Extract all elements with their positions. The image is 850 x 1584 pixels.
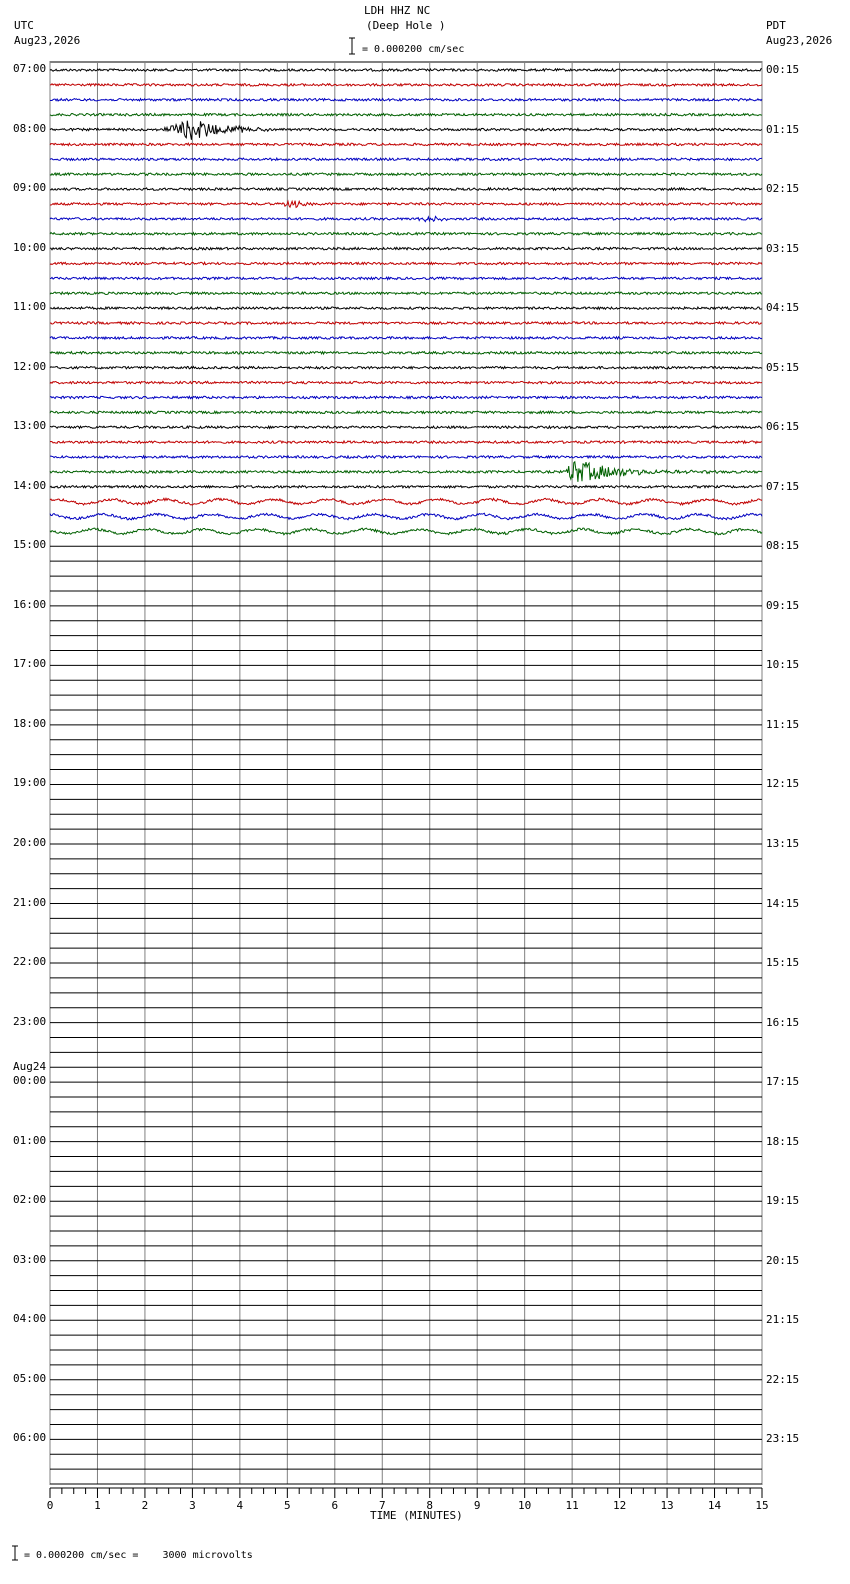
scale-label: = 0.000200 cm/sec (362, 44, 465, 55)
left-hour-label: 17:00 (13, 657, 47, 671)
right-hour-label: 02:15 (766, 182, 800, 196)
left-hour-label: 04:00 (13, 1312, 47, 1326)
left-hour-label: 11:00 (13, 300, 47, 314)
trace-row (50, 513, 762, 520)
trace-row (50, 216, 762, 221)
trace-row (50, 121, 762, 140)
trace-row (50, 322, 762, 324)
x-tick-label: 1 (94, 1499, 101, 1512)
trace-row (50, 201, 762, 208)
right-date: Aug23,2026 (766, 34, 833, 47)
x-tick-label: 4 (236, 1499, 244, 1512)
left-hour-label: 08:00 (13, 121, 47, 135)
trace-row (50, 277, 762, 279)
trace-row (50, 456, 762, 458)
left-hour-label: 16:00 (13, 597, 47, 611)
right-hour-label: 23:15 (766, 1432, 800, 1446)
right-hour-label: 09:15 (766, 598, 800, 612)
seismic-traces (50, 69, 762, 535)
x-tick-label: 13 (660, 1499, 674, 1512)
trace-row (50, 367, 762, 369)
right-hour-label: 00:15 (766, 63, 800, 76)
left-timezone: UTC (14, 19, 34, 32)
trace-row (50, 498, 762, 505)
footer-scale-label: = 0.000200 cm/sec = 3000 microvolts (24, 1550, 253, 1561)
plot-frame (50, 62, 762, 1484)
trace-row (50, 188, 762, 190)
trace-row (50, 352, 762, 354)
trace-row (50, 411, 762, 413)
left-date: Aug23,2026 (14, 34, 81, 47)
left-hour-label: 12:00 (13, 359, 47, 373)
x-tick-label: 0 (46, 1499, 54, 1512)
trace-row (50, 233, 762, 235)
x-tick-label: 12 (612, 1499, 627, 1512)
x-axis-label: TIME (MINUTES) (370, 1509, 463, 1522)
right-hour-label: 07:15 (766, 479, 800, 493)
left-hour-label: 20:00 (13, 835, 47, 849)
right-hour-label: 22:15 (766, 1372, 800, 1386)
left-hour-label: 18:00 (13, 716, 47, 730)
x-tick-label: 6 (331, 1499, 339, 1512)
trace-row (50, 99, 762, 101)
right-hour-label: 03:15 (766, 241, 800, 255)
left-hour-label: 03:00 (13, 1252, 47, 1266)
left-hour-label: 10:00 (13, 240, 47, 254)
x-tick-label: 15 (755, 1499, 769, 1512)
right-hour-label: 01:15 (766, 122, 800, 136)
trace-row (50, 69, 762, 71)
trace-row (50, 262, 762, 264)
trace-row (50, 143, 762, 145)
right-timezone: PDT (766, 19, 786, 32)
station-title: LDH HHZ NC (364, 4, 431, 17)
right-hour-label: 20:15 (766, 1253, 800, 1267)
left-hour-label: 14:00 (13, 478, 47, 492)
x-tick-label: 10 (518, 1499, 532, 1512)
trace-row (50, 307, 762, 309)
trace-row (50, 396, 762, 398)
left-hour-label: 21:00 (13, 895, 47, 909)
trace-row (50, 441, 762, 443)
right-hour-label: 14:15 (766, 896, 800, 910)
left-hour-label: 22:00 (13, 955, 47, 969)
trace-row (50, 486, 762, 488)
station-location: (Deep Hole ) (366, 19, 446, 32)
left-hour-label: 13:00 (13, 419, 47, 433)
x-tick-label: 11 (565, 1499, 579, 1512)
x-tick-label: 2 (141, 1499, 149, 1512)
right-hour-label: 12:15 (766, 777, 800, 791)
x-tick-label: 5 (284, 1499, 291, 1512)
left-hour-label: 02:00 (13, 1193, 47, 1207)
trace-row (50, 247, 762, 249)
right-hour-label: 13:15 (766, 836, 800, 850)
date-change-label: Aug24 (13, 1060, 47, 1074)
right-hour-label: 18:15 (766, 1134, 800, 1148)
trace-row (50, 173, 762, 175)
left-hour-label: 07:00 (13, 62, 47, 75)
right-hour-label: 08:15 (766, 539, 800, 553)
right-hour-label: 11:15 (766, 717, 800, 731)
right-hour-label: 19:15 (766, 1194, 800, 1208)
trace-row (50, 158, 762, 160)
left-hour-label: 01:00 (13, 1133, 47, 1147)
left-hour-label: 06:00 (13, 1431, 47, 1445)
trace-row (50, 528, 762, 535)
grid (50, 62, 762, 1484)
left-hour-label: 19:00 (13, 776, 47, 790)
x-tick-label: 7 (378, 1499, 386, 1512)
trace-row (50, 381, 762, 383)
x-tick-label: 14 (707, 1499, 722, 1512)
trace-row (50, 292, 762, 294)
left-hour-label: 00:00 (13, 1074, 47, 1088)
right-hour-label: 21:15 (766, 1313, 800, 1327)
left-hour-label: 05:00 (13, 1371, 47, 1385)
x-tick-label: 8 (426, 1499, 434, 1512)
right-hour-label: 04:15 (766, 301, 800, 315)
right-hour-label: 06:15 (766, 420, 800, 434)
x-tick-label: 9 (473, 1499, 481, 1512)
left-hour-label: 09:00 (13, 181, 47, 195)
trace-row (50, 462, 762, 482)
right-hour-label: 17:15 (766, 1075, 800, 1089)
x-tick-label: 3 (189, 1499, 196, 1512)
trace-row (50, 337, 762, 339)
trace-row (50, 114, 762, 116)
right-hour-label: 15:15 (766, 956, 800, 970)
right-hour-label: 05:15 (766, 360, 800, 374)
trace-row (50, 84, 762, 86)
left-hour-label: 23:00 (13, 1014, 47, 1028)
right-hour-label: 10:15 (766, 658, 800, 672)
left-hour-label: 15:00 (13, 538, 47, 552)
right-hour-label: 16:15 (766, 1015, 800, 1029)
trace-row (50, 426, 762, 428)
